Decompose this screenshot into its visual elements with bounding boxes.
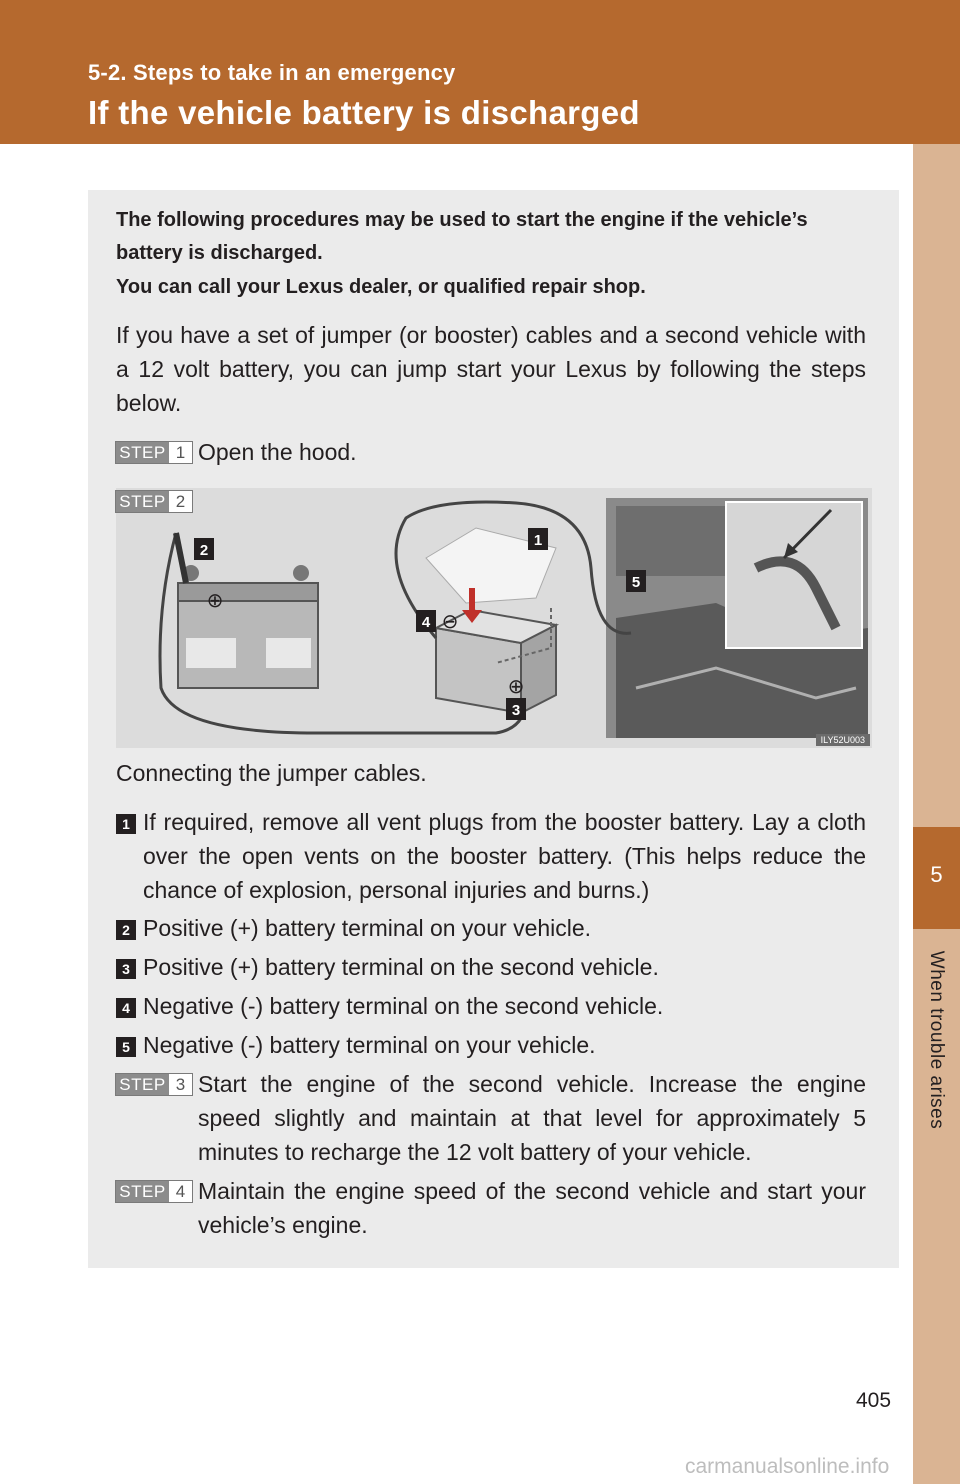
item-number-box-5: 5 [116, 1037, 136, 1057]
step-badge-1 [115, 441, 193, 464]
step-number: 3 [175, 1075, 186, 1094]
jumper-cable-diagram [116, 488, 872, 748]
step-number: 1 [175, 443, 186, 462]
step-word: STEP [116, 442, 169, 463]
item-text-5: Negative (-) battery terminal on your vehicle. [143, 1032, 596, 1058]
diagram-svg [116, 488, 872, 748]
step-badge-2 [115, 490, 193, 513]
watermark: carmanualsonline.info [685, 1455, 890, 1478]
plus-symbol-left: ⊕ [206, 588, 224, 612]
svg-text:2: 2 [199, 542, 209, 559]
svg-text:5: 5 [631, 574, 641, 591]
item-number-box-1: 1 [116, 814, 136, 834]
step-badge-3 [115, 1073, 193, 1096]
item-text-1: If required, remove all vent plugs from the booster battery. Lay a cloth over the open vents on the booster battery. (This helps reduce the chance of explosion, personal injuries and burns.) [143, 809, 866, 903]
inset-detail [726, 502, 862, 648]
intro-bold-text-dealer: You can call your Lexus dealer, or qualified repair shop. [116, 276, 646, 298]
minus-symbol: ⊖ [441, 609, 459, 633]
step-number: 4 [175, 1182, 186, 1201]
page-number: 405 [856, 1389, 892, 1412]
section-label: 5-2. Steps to take in an emergency [88, 60, 456, 85]
item-text-3: Positive (+) battery terminal on the second vehicle. [143, 954, 659, 980]
step-number: 2 [175, 492, 186, 511]
chapter-number: 5 [930, 862, 943, 887]
item-number-box-2: 2 [116, 920, 136, 940]
plus-symbol-right: ⊕ [507, 674, 525, 698]
intro-paragraph: If you have a set of jumper (or booster) cables and a second vehicle with a 12 volt battery, you can jump start your Lexus by following the steps below. [116, 322, 866, 416]
step-word: STEP [116, 1181, 169, 1202]
step-badge-4 [115, 1180, 193, 1203]
step-text-3: Start the engine of the second vehicle. Increase the engine speed slightly and maintain at that level for approximately 5 minutes to recharge the 12 volt battery of your vehicle. [198, 1071, 866, 1165]
step-word: STEP [116, 491, 169, 512]
step-word: STEP [116, 1074, 169, 1095]
figure-code: ILY52U003 [816, 734, 870, 746]
svg-text:1: 1 [533, 532, 543, 549]
intro-bold-text: The following procedures may be used to start the engine if the vehicle’s battery is discharged. [116, 209, 808, 264]
step-text-1: Open the hood. [198, 439, 357, 465]
chapter-side-tab [913, 144, 960, 1484]
figure-caption: Connecting the jumper cables. [116, 760, 427, 786]
item-text-2: Positive (+) battery terminal on your vehicle. [143, 915, 592, 941]
chapter-name: When trouble arises [926, 950, 947, 1130]
item-number-box-3: 3 [116, 959, 136, 979]
item-number-box-4: 4 [116, 998, 136, 1018]
svg-text:3: 3 [511, 702, 521, 719]
page-title: If the vehicle battery is discharged [88, 94, 640, 131]
svg-text:4: 4 [421, 614, 431, 631]
item-text-4: Negative (-) battery terminal on the second vehicle. [143, 993, 664, 1019]
step-text-4: Maintain the engine speed of the second vehicle and start your vehicle’s engine. [198, 1178, 866, 1238]
